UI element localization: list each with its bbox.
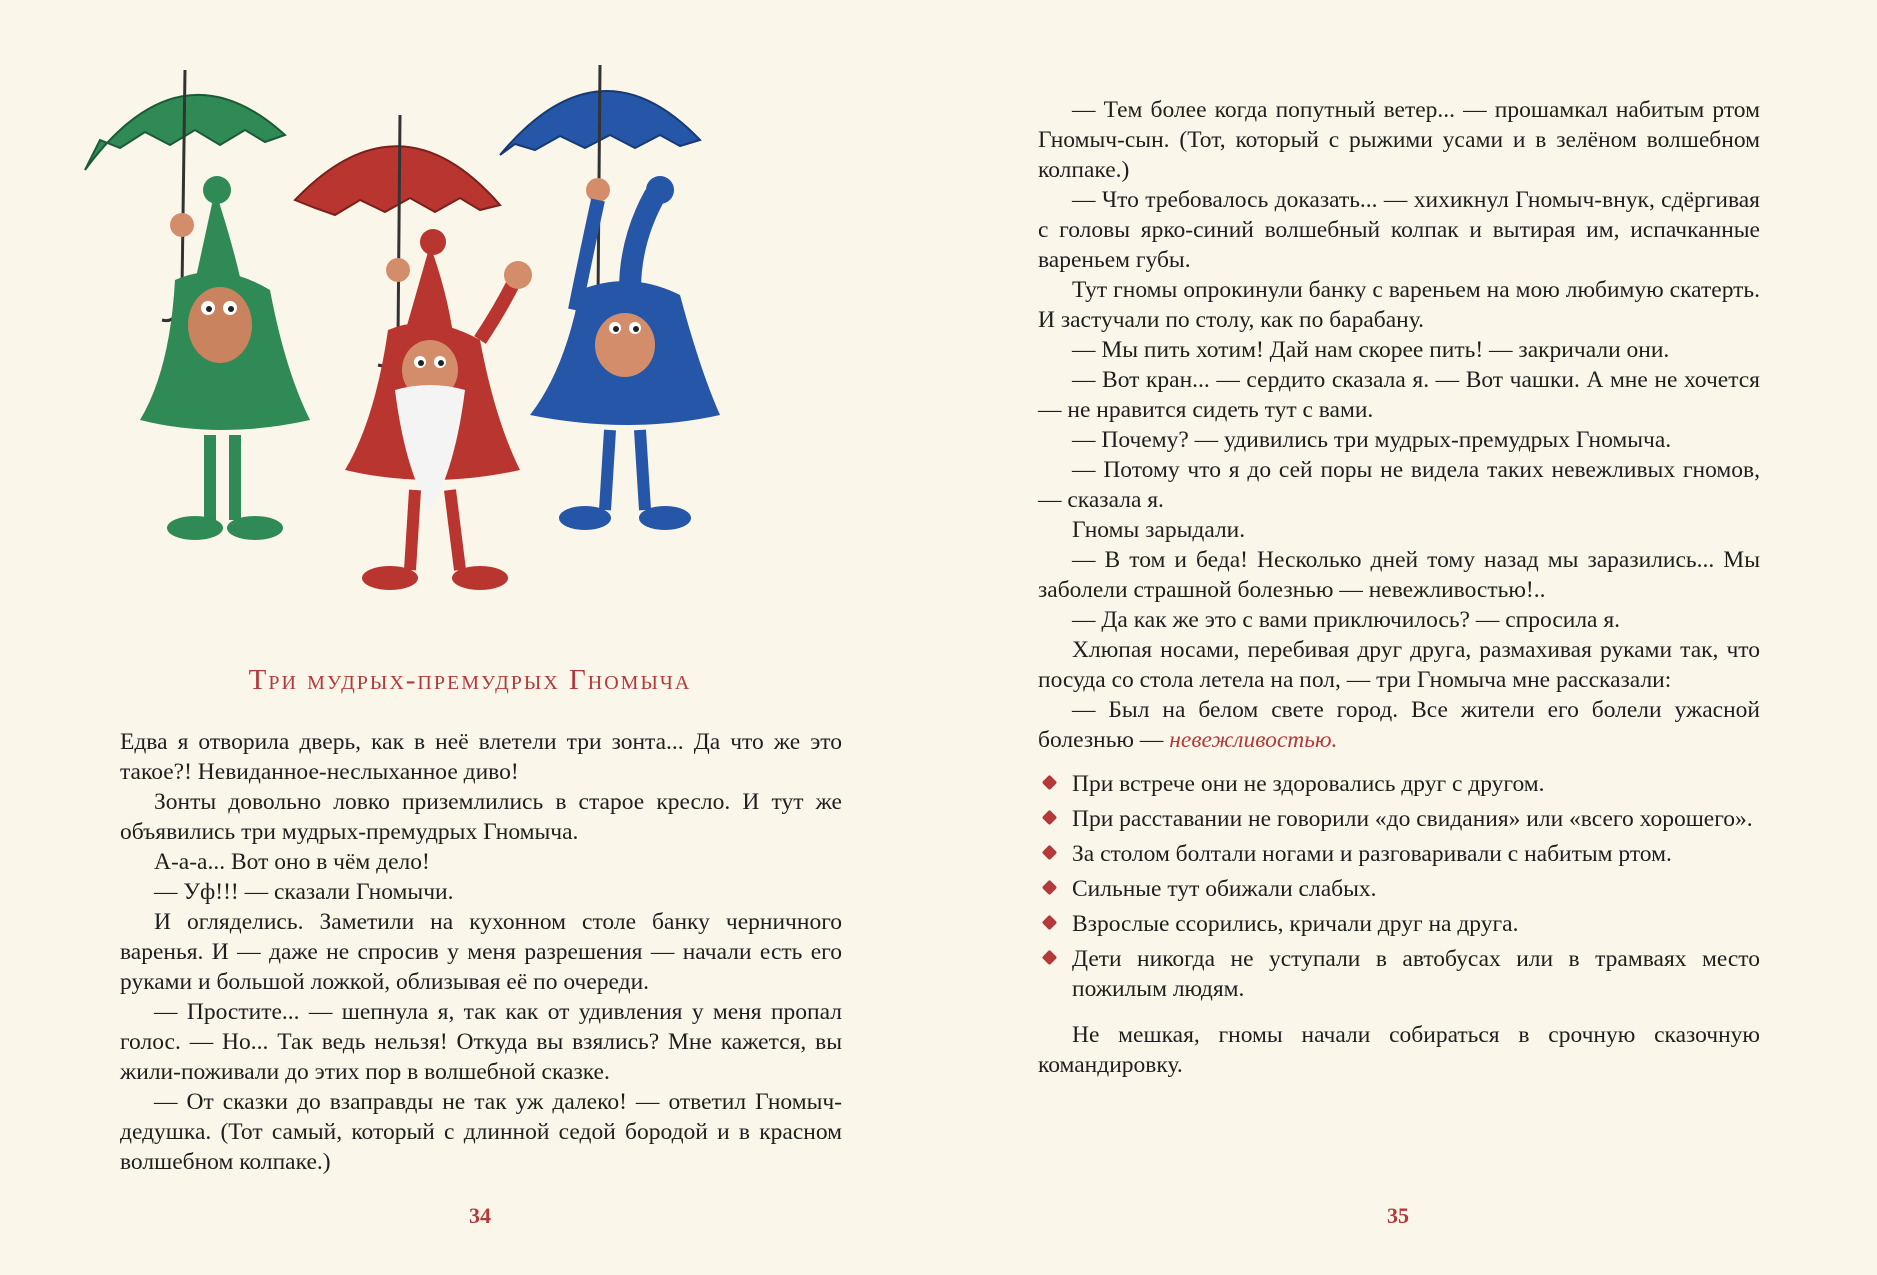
list-item (1038, 769, 1760, 799)
paragraph-text: — Был на белом свете город. Все жители его болели ужасной болезнью — (1038, 697, 1760, 753)
paragraph: А-а-а... Вот оно в чём дело! (154, 849, 430, 875)
page-number-right: 35 (1387, 1203, 1409, 1228)
list-item-text: Сильные тут обижали слабых. (1072, 876, 1377, 902)
list-item (1038, 874, 1760, 904)
green-gnome-with-umbrella (85, 70, 310, 540)
paragraph (1038, 695, 1760, 755)
page-number-left: 34 (469, 1203, 491, 1228)
paragraph: — Что требовалось доказать... — хихикнул Гномыч-внук, сдёргивая с головы ярко-синий волшебный колпак и вытирая им, испачканные вареньем губы. (1038, 187, 1760, 273)
paragraph: Гномы зарыдали. (1072, 517, 1246, 543)
diamond-bullet-icon (1042, 845, 1058, 861)
paragraph: Зонты довольно ловко приземлились в старое кресло. И тут же объявились три мудрых-премудрых Гномыча. (120, 789, 842, 845)
list-item-text: При встрече они не здоровались друг с другом. (1072, 771, 1545, 797)
paragraph: — Потому что я до сей поры не видела таких невежливых гномов, — сказала я. (1038, 457, 1760, 513)
paragraph: Едва я отворила дверь, как в неё влетели три зонта... Да что же это такое?! Невиданное-неслыханное диво! (120, 729, 842, 785)
paragraph: И огляделись. Заметили на кухонном столе банку черничного варенья. И — даже не спросив у меня разрешения — начали есть его руками и большой ложкой, облизывая её по очереди. (120, 909, 842, 995)
bullet-list (1038, 769, 1760, 1004)
paragraph: — Да как же это с вами приключилось? — спросила я. (1072, 607, 1621, 633)
list-item (1038, 839, 1760, 869)
list-item-text: При расставании не говорили «до свидания» или «всего хорошего». (1072, 806, 1753, 832)
paragraph: — Простите... — шепнула я, так как от удивления у меня пропал голос. — Но... Так ведь нельзя! Откуда вы взялись? Мне кажется, вы жили-поживали до этих пор в волшебной сказке. (120, 999, 842, 1085)
paragraph: — Мы пить хотим! Дай нам скорее пить! — закричали они. (1072, 337, 1670, 363)
list-item (1038, 944, 1760, 1004)
list-item-text: За столом болтали ногами и разговаривали с набитым ртом. (1072, 841, 1672, 867)
diamond-bullet-icon (1042, 810, 1058, 826)
paragraph: Хлюпая носами, перебивая друг друга, размахивая руками так, что посуда со стола летела на пол, — три Гномыча мне рассказали: (1038, 637, 1760, 693)
paragraph: — Почему? — удивились три мудрых-премудрых Гномыча. (1072, 427, 1672, 453)
paragraph: — В том и беда! Несколько дней тому назад мы заразились... Мы заболели страшной болезнью — невежливостью!.. (1038, 547, 1760, 603)
list-item (1038, 909, 1760, 939)
paragraph: — Тем более когда попутный ветер... — прошамкал набитым ртом Гномыч-сын. (Тот, который с рыжими усами и в зелёном волшебном колпаке.) (1038, 97, 1760, 183)
paragraph: Тут гномы опрокинули банку с вареньем на мою любимую скатерть. И застучали по столу, как по барабану. (1038, 277, 1760, 333)
left-page (0, 0, 938, 1275)
blue-gnome-with-umbrella (500, 65, 720, 530)
paragraph: — От сказки до взаправды не так уж далеко! — ответил Гномыч-дедушка. (Тот самый, который с длинной седой бородой и в красном волшебном колпаке.) (120, 1089, 842, 1175)
diamond-bullet-icon (1042, 915, 1058, 931)
diamond-bullet-icon (1042, 775, 1058, 791)
red-gnome-with-umbrella (295, 115, 532, 590)
list-item (1038, 804, 1760, 834)
diamond-bullet-icon (1042, 950, 1058, 966)
list-item-text: Дети никогда не уступали в автобусах или в трамваях место пожилым людям. (1072, 946, 1760, 1002)
diamond-bullet-icon (1042, 880, 1058, 896)
closing-paragraph: Не мешкая, гномы начали собираться в срочную сказочную командировку. (1038, 1022, 1760, 1078)
chapter-title: Три мудрых-премудрых Гномыча (248, 664, 692, 696)
paragraph: — Уф!!! — сказали Гномычи. (154, 879, 454, 905)
right-page-body (1038, 95, 1760, 1080)
list-item-text: Взрослые ссорились, кричали друг на друга. (1072, 911, 1519, 937)
paragraph: — Вот кран... — сердито сказала я. — Вот чашки. А мне не хочется — не нравится сидеть тут с вами. (1038, 367, 1760, 423)
highlighted-term: невежливостью. (1169, 727, 1338, 753)
right-page (938, 0, 1877, 1275)
left-page-body (120, 727, 842, 1177)
three-gnomes-illustration (70, 50, 850, 630)
